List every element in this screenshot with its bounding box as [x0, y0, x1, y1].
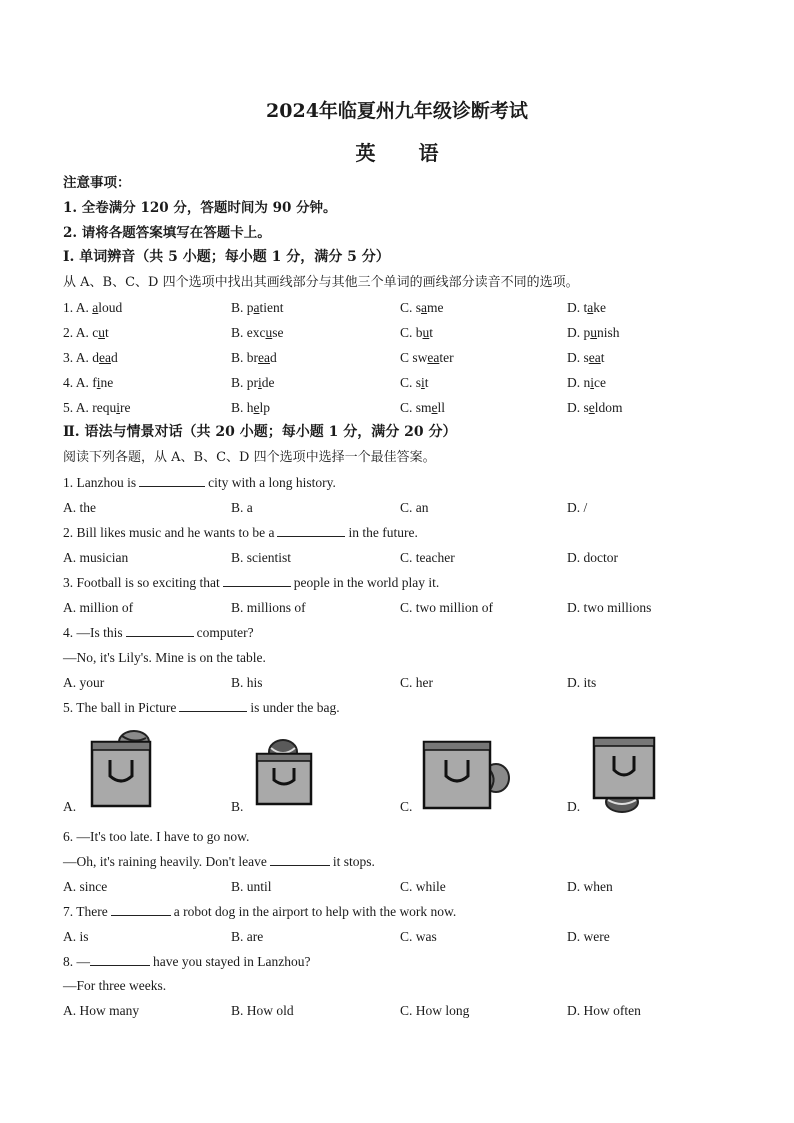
- s1-q1-option-b: [231, 299, 284, 317]
- underlined: ea: [258, 350, 270, 365]
- stem-text: is under the bag.: [250, 700, 340, 715]
- underlined: i: [96, 375, 101, 390]
- s2-q4-option-b: B. his: [231, 675, 263, 690]
- stem-text: it stops.: [332, 854, 375, 869]
- s2-q3-stem: [63, 574, 439, 592]
- underlined: ea: [588, 350, 601, 365]
- answer-blank: [90, 953, 150, 966]
- s1-q5-option-d: [567, 399, 623, 417]
- s1-q2-option-a: [63, 324, 109, 342]
- s1-q1-option-c: [400, 299, 444, 317]
- text: ke: [593, 300, 606, 315]
- s1-q1-option-a: [63, 299, 122, 317]
- s2-q4-stem: [63, 624, 254, 642]
- s2-q1-stem: [63, 474, 336, 492]
- text: t: [105, 325, 109, 340]
- text: B. pr: [231, 375, 258, 390]
- s1-q2-option-d: [567, 324, 620, 342]
- section1-title: Ⅰ. 单词辨音（共 5 小题；每小题 1 分，满分 5 分）: [63, 249, 390, 265]
- underlined: u: [265, 325, 273, 340]
- stem-text: city with a long history.: [208, 475, 336, 490]
- s1-q3-option-a: [63, 349, 118, 367]
- answer-blank: [139, 474, 205, 487]
- bag-ball-picture-b: [253, 736, 317, 808]
- s2-q1-option-c: C. an: [400, 500, 429, 515]
- text: ce: [594, 375, 606, 390]
- stem-text: 8. —: [63, 954, 90, 969]
- text: 5. A. requ: [63, 400, 117, 415]
- text: tient: [259, 300, 284, 315]
- s2-q2-option-d: D. doctor: [567, 550, 618, 565]
- s2-q4-option-a: A. your: [63, 675, 105, 690]
- text: B. p: [231, 300, 254, 315]
- s2-q6-option-b: B. until: [231, 879, 272, 894]
- s2-q8-option-d: D. How often: [567, 1003, 641, 1018]
- underlined: a: [92, 300, 99, 315]
- text: C. sm: [400, 400, 432, 415]
- section1-instruction: 从 A、B、C、D 四个选项中找出其画线部分与其他三个单词的画线部分读音不同的选项。: [63, 275, 579, 290]
- s2-q6-option-a: A. since: [63, 879, 108, 894]
- section2-title: Ⅱ. 语法与情景对话（共 20 小题；每小题 1 分，满分 20 分）: [63, 424, 457, 440]
- text: D. n: [567, 375, 591, 390]
- text: se: [272, 325, 284, 340]
- stem-text: 7. There: [63, 904, 108, 919]
- answer-blank: [270, 853, 330, 866]
- s2-q1-option-b: B. a: [231, 500, 253, 515]
- s2-q5-option-a: A.: [63, 799, 77, 814]
- s1-q4-option-c: [400, 374, 429, 392]
- s1-q4-option-b: [231, 374, 275, 392]
- text: nish: [597, 325, 620, 340]
- stem-text: 4. —Is this: [63, 625, 123, 640]
- underlined: i: [258, 375, 262, 390]
- subject-title: 英 语: [355, 141, 457, 165]
- text: ldom: [594, 400, 623, 415]
- s1-q5-option-c: [400, 399, 445, 417]
- notice-item-2: 2. 请将各题答案填写在答题卡上。: [63, 225, 271, 241]
- text: t: [429, 325, 434, 340]
- s2-q7-option-b: B. are: [231, 929, 264, 944]
- stem-text: —Oh, it's raining heavily. Don't leave: [63, 854, 267, 869]
- bag-ball-picture-a: [88, 730, 158, 810]
- text: 2. A. c: [63, 325, 99, 340]
- text: B. br: [231, 350, 258, 365]
- s2-q3-option-a: A. million of: [63, 600, 134, 615]
- text: D. t: [567, 300, 588, 315]
- s1-q5-option-a: [63, 399, 131, 417]
- s2-q7-stem: [63, 903, 456, 921]
- underlined: u: [422, 325, 430, 340]
- underlined: ea: [427, 350, 440, 365]
- underlined: e: [431, 400, 438, 415]
- text: t: [600, 350, 605, 365]
- s1-q1-option-d: [567, 299, 606, 317]
- underlined: i: [116, 400, 121, 415]
- stem-text: 2. Bill likes music and he wants to be a: [63, 525, 275, 540]
- s2-q7-option-d: D. were: [567, 929, 610, 944]
- s1-q2-option-c: [400, 324, 433, 342]
- s2-q8-stem: [63, 953, 310, 971]
- exam-title: 2024年临夏州九年级诊断考试: [266, 100, 528, 122]
- stem-text: computer?: [196, 625, 254, 640]
- s2-q3-option-b: B. millions of: [231, 600, 306, 615]
- s2-q5-option-b: B.: [231, 799, 244, 814]
- s1-q4-option-a: [63, 374, 113, 392]
- stem-text: 3. Football is so exciting that: [63, 575, 220, 590]
- answer-blank: [277, 524, 345, 537]
- text: ter: [439, 350, 454, 365]
- text: D. s: [567, 400, 589, 415]
- s2-q5-option-d: D.: [567, 799, 581, 814]
- stem-text: people in the world play it.: [293, 575, 440, 590]
- s2-q3-option-c: C. two million of: [400, 600, 494, 615]
- underlined: e: [588, 400, 595, 415]
- s2-q1-option-a: A. the: [63, 500, 96, 515]
- answer-blank: [223, 574, 291, 587]
- s2-q1-option-d: D. /: [567, 500, 588, 515]
- s2-q2-option-a: A. musician: [63, 550, 129, 565]
- text: B. exc: [231, 325, 266, 340]
- underlined: i: [590, 375, 595, 390]
- text: ne: [100, 375, 114, 390]
- s2-q6-option-d: D. when: [567, 879, 613, 894]
- text: de: [261, 375, 275, 390]
- stem-text: 5. The ball in Picture: [63, 700, 177, 715]
- text: d: [269, 350, 277, 365]
- underlined: u: [98, 325, 105, 340]
- text: 1. A.: [63, 300, 93, 315]
- text: C. s: [400, 375, 422, 390]
- underlined: a: [253, 300, 260, 315]
- s2-q3-option-d: D. two millions: [567, 600, 652, 615]
- underlined: ea: [99, 350, 111, 365]
- s2-q4-option-c: C. her: [400, 675, 433, 690]
- text: loud: [98, 300, 123, 315]
- text: C. s: [400, 300, 422, 315]
- answer-blank: [111, 903, 171, 916]
- s1-q5-option-b: [231, 399, 270, 417]
- text: ll: [437, 400, 446, 415]
- s2-q5-stem: [63, 699, 340, 717]
- text: t: [424, 375, 429, 390]
- s2-q8-option-a: A. How many: [63, 1003, 140, 1018]
- answer-blank: [126, 624, 194, 637]
- stem-text: a robot dog in the airport to help with the work now.: [173, 904, 457, 919]
- s1-q3-option-d: [567, 349, 605, 367]
- text: d: [111, 350, 118, 365]
- text: D. s: [567, 350, 589, 365]
- s2-q8-reply: —For three weeks.: [63, 978, 167, 993]
- s1-q4-option-d: [567, 374, 606, 392]
- notice-heading: 注意事项：: [63, 175, 131, 191]
- answer-blank: [179, 699, 247, 712]
- text: me: [427, 300, 444, 315]
- section2-instruction: 阅读下列各题，从 A、B、C、D 四个选项中选择一个最佳答案。: [63, 450, 436, 465]
- underlined: a: [587, 300, 594, 315]
- underlined: a: [421, 300, 428, 315]
- underlined: i: [421, 375, 425, 390]
- s2-q5-option-c: C.: [400, 799, 413, 814]
- s2-q2-option-b: B. scientist: [231, 550, 291, 565]
- text: C sw: [400, 350, 428, 365]
- text: 4. A. f: [63, 375, 97, 390]
- s2-q4-option-d: D. its: [567, 675, 597, 690]
- stem-text: have you stayed in Lanzhou?: [153, 954, 311, 969]
- underlined: e: [253, 400, 260, 415]
- bag-ball-picture-c: [420, 736, 516, 812]
- s1-q3-option-c: [400, 349, 454, 367]
- s2-q7-option-a: A. is: [63, 929, 89, 944]
- stem-text: 1. Lanzhou is: [63, 475, 137, 490]
- s2-q6-option-c: C. while: [400, 879, 446, 894]
- s2-q2-option-c: C. teacher: [400, 550, 455, 565]
- s2-q8-option-b: B. How old: [231, 1003, 294, 1018]
- s2-q2-stem: [63, 524, 418, 542]
- text: 3. A. d: [63, 350, 100, 365]
- bag-ball-picture-d: [590, 736, 662, 814]
- underlined: u: [590, 325, 597, 340]
- s2-q6-stem: [63, 853, 375, 871]
- s2-q7-option-c: C. was: [400, 929, 437, 944]
- s2-q8-option-c: C. How long: [400, 1003, 470, 1018]
- text: C. b: [400, 325, 423, 340]
- stem-text: in the future.: [348, 525, 418, 540]
- text: lp: [259, 400, 271, 415]
- text: re: [120, 400, 131, 415]
- s2-q4-reply: —No, it's Lily's. Mine is on the table.: [63, 650, 266, 665]
- text: D. p: [567, 325, 591, 340]
- s2-q6-line1: 6. —It's too late. I have to go now.: [63, 829, 250, 844]
- s1-q3-option-b: [231, 349, 277, 367]
- s1-q2-option-b: [231, 324, 284, 342]
- notice-item-1: 1. 全卷满分 120 分，答题时间为 90 分钟。: [63, 200, 337, 216]
- text: B. h: [231, 400, 254, 415]
